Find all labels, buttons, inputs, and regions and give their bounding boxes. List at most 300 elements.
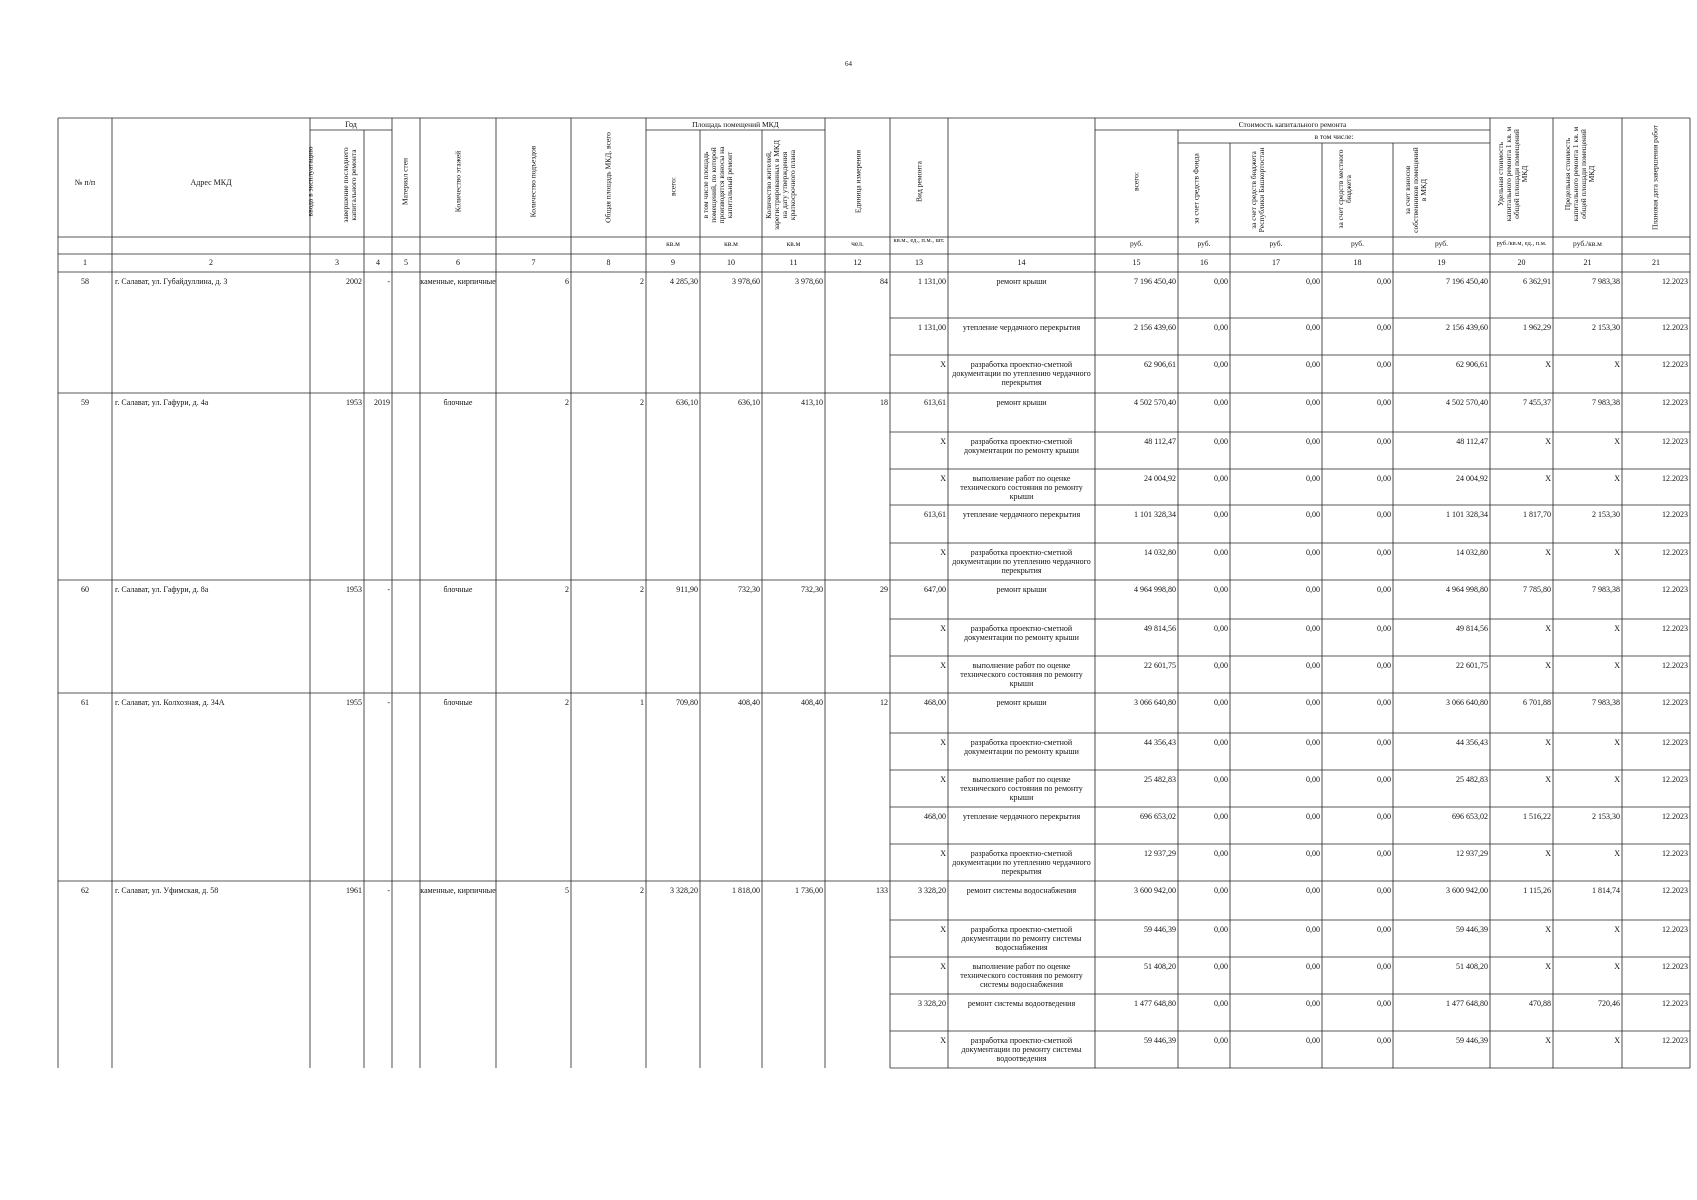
work-plan-date: 12.2023 <box>1662 849 1688 858</box>
work-plan-date: 12.2023 <box>1662 360 1688 369</box>
work-cost-local: 0,00 <box>1377 1036 1391 1045</box>
work-cost-local: 0,00 <box>1377 585 1391 594</box>
work-cost-fund: 0,00 <box>1214 474 1228 483</box>
work-type: утепление чердачного перекрытия <box>962 323 1081 332</box>
house-year-commission: 1953 <box>346 398 362 407</box>
header-max-cost: Предельная стоимость капитального ремонта 1 кв. м общей площади помещений МКД <box>1563 126 1596 222</box>
work-cost-total: 44 356,43 <box>1144 738 1176 747</box>
work-type: ремонт крыши <box>996 698 1047 707</box>
work-unit: 468,00 <box>924 698 946 707</box>
work-cost-owners: 2 156 439,60 <box>1446 323 1488 332</box>
work-max-cost: X <box>1614 548 1620 557</box>
house-year-commission: 1961 <box>346 886 362 895</box>
work-cost-republic: 0,00 <box>1306 849 1320 858</box>
unit-col-18: руб. <box>1435 239 1448 248</box>
house-number: 58 <box>81 277 89 286</box>
work-cost-total: 696 653,02 <box>1140 812 1176 821</box>
work-cost-owners: 49 814,56 <box>1456 624 1488 633</box>
work-plan-date: 12.2023 <box>1662 277 1688 286</box>
work-cost-total: 62 906,61 <box>1144 360 1176 369</box>
work-cost-owners: 3 066 640,80 <box>1446 698 1488 707</box>
work-cost-local: 0,00 <box>1377 277 1391 286</box>
work-max-cost: 7 983,38 <box>1592 277 1620 286</box>
work-specific-cost: X <box>1545 738 1551 747</box>
unit-col-19: руб./кв.м, ед., п.м. <box>1496 240 1547 247</box>
work-plan-date: 12.2023 <box>1662 585 1688 594</box>
house-entrances: 2 <box>640 886 644 895</box>
work-cost-republic: 0,00 <box>1306 398 1320 407</box>
col-number: 1 <box>83 258 87 267</box>
work-plan-date: 12.2023 <box>1662 661 1688 670</box>
work-plan-date: 12.2023 <box>1662 323 1688 332</box>
work-cost-fund: 0,00 <box>1214 1036 1228 1045</box>
work-cost-fund: 0,00 <box>1214 849 1228 858</box>
header-floors: Количество этажей <box>453 150 463 213</box>
work-cost-fund: 0,00 <box>1214 999 1228 1008</box>
house-material: блочные <box>443 398 473 407</box>
work-cost-total: 1 477 648,80 <box>1134 999 1176 1008</box>
work-cost-local: 0,00 <box>1377 738 1391 747</box>
col-number: 14 <box>1017 258 1026 267</box>
house-total-area: 4 285,30 <box>670 277 698 286</box>
work-cost-total: 59 446,39 <box>1144 925 1176 934</box>
house-premises-area: 636,10 <box>738 398 760 407</box>
house-residents: 29 <box>880 585 888 594</box>
work-cost-owners: 24 004,92 <box>1456 474 1488 483</box>
work-max-cost: 7 983,38 <box>1592 698 1620 707</box>
work-cost-fund: 0,00 <box>1214 962 1228 971</box>
work-cost-fund: 0,00 <box>1214 886 1228 895</box>
work-cost-republic: 0,00 <box>1306 886 1320 895</box>
house-year-repair: - <box>387 698 390 707</box>
work-unit: X <box>940 624 946 633</box>
work-unit: 613,61 <box>924 510 946 519</box>
house-total-area: 911,90 <box>676 585 698 594</box>
header-total-area: Общая площадь МКД, всего <box>603 132 613 223</box>
work-specific-cost: X <box>1545 661 1551 670</box>
work-cost-owners: 7 196 450,40 <box>1446 277 1488 286</box>
work-cost-owners: 3 600 942,00 <box>1446 886 1488 895</box>
work-type: выполнение работ по оценке технического состояния по ремонту крыши <box>960 474 1083 501</box>
header-year-last-repair: завершение последнего капитального ремонта <box>341 147 358 223</box>
work-cost-republic: 0,00 <box>1306 474 1320 483</box>
house-premises-incl: 413,10 <box>801 398 823 407</box>
work-unit: 468,00 <box>924 812 946 821</box>
work-cost-total: 24 004,92 <box>1144 474 1176 483</box>
unit-col-12: кв.м., ед., п.м., шт. <box>893 237 945 244</box>
house-total-area: 636,10 <box>676 398 698 407</box>
work-cost-local: 0,00 <box>1377 323 1391 332</box>
house-floors: 6 <box>565 277 569 286</box>
unit-col-11: чел. <box>851 239 864 248</box>
house-address: г. Салават, ул. Гафури, д. 4а <box>115 398 209 407</box>
work-cost-republic: 0,00 <box>1306 775 1320 784</box>
house-residents: 18 <box>880 398 888 407</box>
work-plan-date: 12.2023 <box>1662 775 1688 784</box>
work-plan-date: 12.2023 <box>1662 398 1688 407</box>
work-max-cost: X <box>1614 962 1620 971</box>
work-unit: 613,61 <box>924 398 946 407</box>
col-number: 11 <box>789 258 798 267</box>
work-specific-cost: X <box>1545 925 1551 934</box>
work-specific-cost: 7 785,80 <box>1523 585 1551 594</box>
header-premises-area: Площадь помещений МКД <box>692 120 779 129</box>
work-type: ремонт системы водоснабжения <box>966 886 1077 895</box>
work-unit: 1 131,00 <box>918 277 946 286</box>
house-address: г. Салават, ул. Колхозная, д. 34А <box>115 698 225 707</box>
work-cost-local: 0,00 <box>1377 698 1391 707</box>
unit-col-16: руб. <box>1269 239 1283 248</box>
work-type: разработка проектно-сметной документации по ремонту системы водоснабжения <box>961 925 1082 952</box>
house-material: блочные <box>443 585 473 594</box>
col-number: 6 <box>456 258 460 267</box>
house-residents: 12 <box>880 698 888 707</box>
work-type: разработка проектно-сметной документации по ремонту системы водоотведения <box>961 1036 1082 1063</box>
work-unit: X <box>940 437 946 446</box>
work-cost-fund: 0,00 <box>1214 548 1228 557</box>
work-cost-fund: 0,00 <box>1214 437 1228 446</box>
house-premises-area: 3 978,60 <box>732 277 760 286</box>
house-entrances: 2 <box>640 277 644 286</box>
house-premises-incl: 408,40 <box>801 698 823 707</box>
header-cost-republic: за счет средств бюджета Республики Башкортостан <box>1249 147 1266 233</box>
work-specific-cost: X <box>1545 962 1551 971</box>
work-cost-total: 3 600 942,00 <box>1134 886 1176 895</box>
header-number: № п/п <box>74 178 96 187</box>
work-cost-republic: 0,00 <box>1306 999 1320 1008</box>
work-cost-total: 3 066 640,80 <box>1134 698 1176 707</box>
work-type: разработка проектно-сметной документации по утеплению чердачного перекрытия <box>952 360 1091 387</box>
work-cost-total: 25 482,83 <box>1144 775 1176 784</box>
work-cost-owners: 1 477 648,80 <box>1446 999 1488 1008</box>
work-cost-owners: 25 482,83 <box>1456 775 1488 784</box>
work-specific-cost: 470,88 <box>1529 999 1551 1008</box>
col-number: 12 <box>853 258 862 267</box>
house-premises-incl: 1 736,00 <box>795 886 823 895</box>
house-number: 62 <box>81 886 89 895</box>
house-premises-area: 1 818,00 <box>732 886 760 895</box>
work-specific-cost: 1 962,29 <box>1523 323 1551 332</box>
work-plan-date: 12.2023 <box>1662 1036 1688 1045</box>
work-cost-owners: 48 112,47 <box>1456 437 1488 446</box>
work-cost-local: 0,00 <box>1377 775 1391 784</box>
work-cost-local: 0,00 <box>1377 812 1391 821</box>
col-number: 15 <box>1132 258 1141 267</box>
header-year-commission: ввода в эксплуатацию <box>305 146 315 217</box>
page-number: 64 <box>845 60 852 68</box>
work-cost-total: 48 112,47 <box>1144 437 1176 446</box>
work-max-cost: X <box>1614 1036 1620 1045</box>
col-number: 9 <box>671 258 675 267</box>
house-material: каменные, кирпичные <box>420 277 496 286</box>
work-type: ремонт крыши <box>996 277 1047 286</box>
work-cost-republic: 0,00 <box>1306 277 1320 286</box>
house-address: г. Салават, ул. Губайдуллина, д. 3 <box>115 277 228 286</box>
col-number: 8 <box>606 258 611 267</box>
work-unit: X <box>940 661 946 670</box>
work-cost-republic: 0,00 <box>1306 738 1320 747</box>
header-walls: Материал стен <box>400 157 410 206</box>
work-unit: X <box>940 738 946 747</box>
col-number: 13 <box>915 258 923 267</box>
work-type: разработка проектно-сметной документации по ремонту крыши <box>964 437 1079 455</box>
work-cost-total: 4 964 998,80 <box>1134 585 1176 594</box>
work-cost-republic: 0,00 <box>1306 1036 1320 1045</box>
unit-col-14: руб. <box>1130 239 1143 248</box>
work-cost-republic: 0,00 <box>1306 437 1320 446</box>
work-cost-fund: 0,00 <box>1214 738 1228 747</box>
col-number: 4 <box>376 258 380 267</box>
work-plan-date: 12.2023 <box>1662 474 1688 483</box>
work-cost-total: 22 601,75 <box>1144 661 1176 670</box>
work-cost-owners: 51 408,20 <box>1456 962 1488 971</box>
work-plan-date: 12.2023 <box>1662 510 1688 519</box>
house-residents: 84 <box>880 277 888 286</box>
work-max-cost: X <box>1614 849 1620 858</box>
work-max-cost: X <box>1614 661 1620 670</box>
work-type: разработка проектно-сметной документации по утеплению чердачного перекрытия <box>952 849 1091 876</box>
header-plan-date: Плановая дата завершения работ <box>1650 124 1660 231</box>
work-type: ремонт крыши <box>996 398 1047 407</box>
work-unit: 1 131,00 <box>918 323 946 332</box>
col-number: 3 <box>335 258 339 267</box>
work-cost-local: 0,00 <box>1377 398 1391 407</box>
work-unit: X <box>940 474 946 483</box>
work-max-cost: 2 153,30 <box>1592 510 1620 519</box>
col-number: 7 <box>531 258 536 267</box>
work-max-cost: X <box>1614 437 1620 446</box>
col-number: 17 <box>1272 258 1280 267</box>
work-plan-date: 12.2023 <box>1662 624 1688 633</box>
house-premises-incl: 3 978,60 <box>795 277 823 286</box>
house-floors: 2 <box>565 398 569 407</box>
house-material: каменные, кирпичные <box>420 886 496 895</box>
work-unit: 3 328,20 <box>918 999 946 1008</box>
work-cost-owners: 62 906,61 <box>1456 360 1488 369</box>
col-number: 19 <box>1437 258 1446 267</box>
work-max-cost: X <box>1614 624 1620 633</box>
house-floors: 2 <box>565 585 569 594</box>
work-type: утепление чердачного перекрытия <box>962 812 1081 821</box>
work-cost-local: 0,00 <box>1377 925 1391 934</box>
work-type: выполнение работ по оценке технического состояния по ремонту крыши <box>960 775 1083 802</box>
work-cost-fund: 0,00 <box>1214 585 1228 594</box>
work-unit: X <box>940 548 946 557</box>
work-specific-cost: X <box>1545 548 1551 557</box>
work-unit: 3 328,20 <box>918 886 946 895</box>
work-cost-fund: 0,00 <box>1214 360 1228 369</box>
house-floors: 5 <box>565 886 569 895</box>
col-number: 16 <box>1200 258 1208 267</box>
house-year-repair: - <box>387 886 390 895</box>
work-specific-cost: X <box>1545 437 1551 446</box>
work-type: разработка проектно-сметной документации по ремонту крыши <box>964 624 1079 642</box>
house-number: 59 <box>81 398 89 407</box>
work-specific-cost: 6 701,88 <box>1523 698 1551 707</box>
work-cost-local: 0,00 <box>1377 661 1391 670</box>
work-specific-cost: 1 516,22 <box>1523 812 1551 821</box>
work-cost-republic: 0,00 <box>1306 510 1320 519</box>
work-plan-date: 12.2023 <box>1662 698 1688 707</box>
house-total-area: 3 328,20 <box>670 886 698 895</box>
work-cost-local: 0,00 <box>1377 548 1391 557</box>
work-unit: 647,00 <box>924 585 946 594</box>
header-cost-owners: за счет взносов собственников помещений в МКД <box>1403 147 1428 233</box>
house-year-repair: - <box>387 277 390 286</box>
house-floors: 2 <box>565 698 569 707</box>
work-plan-date: 12.2023 <box>1662 999 1688 1008</box>
work-cost-republic: 0,00 <box>1306 360 1320 369</box>
house-material: блочные <box>443 698 473 707</box>
work-cost-fund: 0,00 <box>1214 698 1228 707</box>
house-year-commission: 2002 <box>346 277 362 286</box>
work-specific-cost: X <box>1545 849 1551 858</box>
work-cost-republic: 0,00 <box>1306 812 1320 821</box>
work-specific-cost: 7 455,37 <box>1523 398 1551 407</box>
work-cost-republic: 0,00 <box>1306 548 1320 557</box>
work-cost-total: 2 156 439,60 <box>1134 323 1176 332</box>
work-unit: X <box>940 962 946 971</box>
work-cost-local: 0,00 <box>1377 474 1391 483</box>
house-entrances: 1 <box>640 698 644 707</box>
col-number: 21 <box>1583 258 1592 267</box>
work-max-cost: X <box>1614 738 1620 747</box>
work-cost-local: 0,00 <box>1377 624 1391 633</box>
work-cost-owners: 4 502 570,40 <box>1446 398 1488 407</box>
header-year: Год <box>345 120 357 129</box>
col-number: 2 <box>209 258 213 267</box>
house-premises-incl: 732,30 <box>801 585 823 594</box>
work-cost-owners: 14 032,80 <box>1456 548 1488 557</box>
header-premises-total: всего: <box>668 177 678 196</box>
work-specific-cost: 1 817,70 <box>1523 510 1551 519</box>
unit-col-8: кв.м <box>666 239 680 248</box>
work-max-cost: X <box>1614 775 1620 784</box>
work-max-cost: 2 153,30 <box>1592 812 1620 821</box>
house-residents: 133 <box>876 886 888 895</box>
work-max-cost: X <box>1614 360 1620 369</box>
work-specific-cost: 1 115,26 <box>1523 886 1551 895</box>
house-year-repair: 2019 <box>374 398 390 407</box>
house-address: г. Салават, ул. Уфимская, д. 58 <box>115 886 219 895</box>
work-specific-cost: X <box>1545 474 1551 483</box>
col-number: 10 <box>727 258 735 267</box>
work-cost-owners: 59 446,39 <box>1456 925 1488 934</box>
work-cost-republic: 0,00 <box>1306 698 1320 707</box>
work-type: разработка проектно-сметной документации по утеплению чердачного перекрытия <box>952 548 1091 575</box>
work-cost-fund: 0,00 <box>1214 775 1228 784</box>
work-plan-date: 12.2023 <box>1662 925 1688 934</box>
unit-col-20: руб./кв.м <box>1573 239 1602 248</box>
work-unit: X <box>940 360 946 369</box>
work-cost-fund: 0,00 <box>1214 661 1228 670</box>
work-cost-local: 0,00 <box>1377 360 1391 369</box>
house-premises-area: 408,40 <box>738 698 760 707</box>
work-cost-total: 4 502 570,40 <box>1134 398 1176 407</box>
unit-col-15: руб. <box>1197 239 1211 248</box>
house-premises-area: 732,30 <box>738 585 760 594</box>
work-type: разработка проектно-сметной документации по ремонту крыши <box>964 738 1079 756</box>
work-cost-fund: 0,00 <box>1214 323 1228 332</box>
house-year-commission: 1955 <box>346 698 362 707</box>
work-unit: X <box>940 1036 946 1045</box>
header-cost-fund: за счет средств Фонда <box>1191 153 1201 224</box>
work-plan-date: 12.2023 <box>1662 886 1688 895</box>
work-cost-total: 14 032,80 <box>1144 548 1176 557</box>
work-cost-republic: 0,00 <box>1306 962 1320 971</box>
work-plan-date: 12.2023 <box>1662 962 1688 971</box>
work-type: утепление чердачного перекрытия <box>962 510 1081 519</box>
work-cost-local: 0,00 <box>1377 999 1391 1008</box>
work-type: выполнение работ по оценке технического состояния по ремонту крыши <box>960 661 1083 688</box>
work-cost-total: 7 196 450,40 <box>1134 277 1176 286</box>
work-cost-local: 0,00 <box>1377 510 1391 519</box>
header-cost-total: всего: <box>1131 172 1141 191</box>
work-cost-republic: 0,00 <box>1306 323 1320 332</box>
work-max-cost: 7 983,38 <box>1592 398 1620 407</box>
work-plan-date: 12.2023 <box>1662 812 1688 821</box>
work-cost-total: 12 937,29 <box>1144 849 1176 858</box>
work-cost-owners: 1 101 328,34 <box>1446 510 1488 519</box>
work-unit: X <box>940 849 946 858</box>
work-plan-date: 12.2023 <box>1662 738 1688 747</box>
house-total-area: 709,80 <box>676 698 698 707</box>
work-max-cost: 7 983,38 <box>1592 585 1620 594</box>
work-cost-fund: 0,00 <box>1214 398 1228 407</box>
header-unit: Единица измерения <box>853 149 863 214</box>
work-cost-total: 59 446,39 <box>1144 1036 1176 1045</box>
work-cost-owners: 59 446,39 <box>1456 1036 1488 1045</box>
work-cost-local: 0,00 <box>1377 437 1391 446</box>
work-type: выполнение работ по оценке технического состояния по ремонту системы водоснабжения <box>960 962 1083 989</box>
work-plan-date: 12.2023 <box>1662 548 1688 557</box>
work-cost-local: 0,00 <box>1377 962 1391 971</box>
header-entrances: Количество подъездов <box>528 145 538 218</box>
work-max-cost: 2 153,30 <box>1592 323 1620 332</box>
header-premises-incl: в том числе площадь помещений, по которой производятся взносы на капитальный ремонт <box>701 146 734 224</box>
col-number: 5 <box>404 258 408 267</box>
header-specific-cost: Удельная стоимость капитального ремонта 1 кв. м общей площади помещений МКД <box>1496 126 1529 222</box>
header-incl: в том числе: <box>1314 132 1354 141</box>
work-cost-republic: 0,00 <box>1306 925 1320 934</box>
work-cost-fund: 0,00 <box>1214 812 1228 821</box>
work-cost-local: 0,00 <box>1377 886 1391 895</box>
work-cost-owners: 44 356,43 <box>1456 738 1488 747</box>
header-cost-local: за счет средств местного бюджета <box>1336 149 1353 229</box>
house-year-repair: - <box>387 585 390 594</box>
work-unit: X <box>940 775 946 784</box>
work-cost-republic: 0,00 <box>1306 661 1320 670</box>
work-cost-owners: 696 653,02 <box>1452 812 1488 821</box>
work-max-cost: X <box>1614 925 1620 934</box>
house-entrances: 2 <box>640 585 644 594</box>
unit-col-10: кв.м <box>786 239 801 248</box>
header-address: Адрес МКД <box>190 178 232 187</box>
house-entrances: 2 <box>640 398 644 407</box>
work-cost-total: 51 408,20 <box>1144 962 1176 971</box>
work-cost-fund: 0,00 <box>1214 925 1228 934</box>
work-type: ремонт крыши <box>996 585 1047 594</box>
work-cost-owners: 12 937,29 <box>1456 849 1488 858</box>
work-unit: X <box>940 925 946 934</box>
work-cost-republic: 0,00 <box>1306 585 1320 594</box>
work-cost-fund: 0,00 <box>1214 624 1228 633</box>
work-specific-cost: X <box>1545 1036 1551 1045</box>
house-number: 61 <box>81 698 89 707</box>
work-cost-total: 1 101 328,34 <box>1134 510 1176 519</box>
col-number: 18 <box>1353 258 1362 267</box>
work-cost-local: 0,00 <box>1377 849 1391 858</box>
